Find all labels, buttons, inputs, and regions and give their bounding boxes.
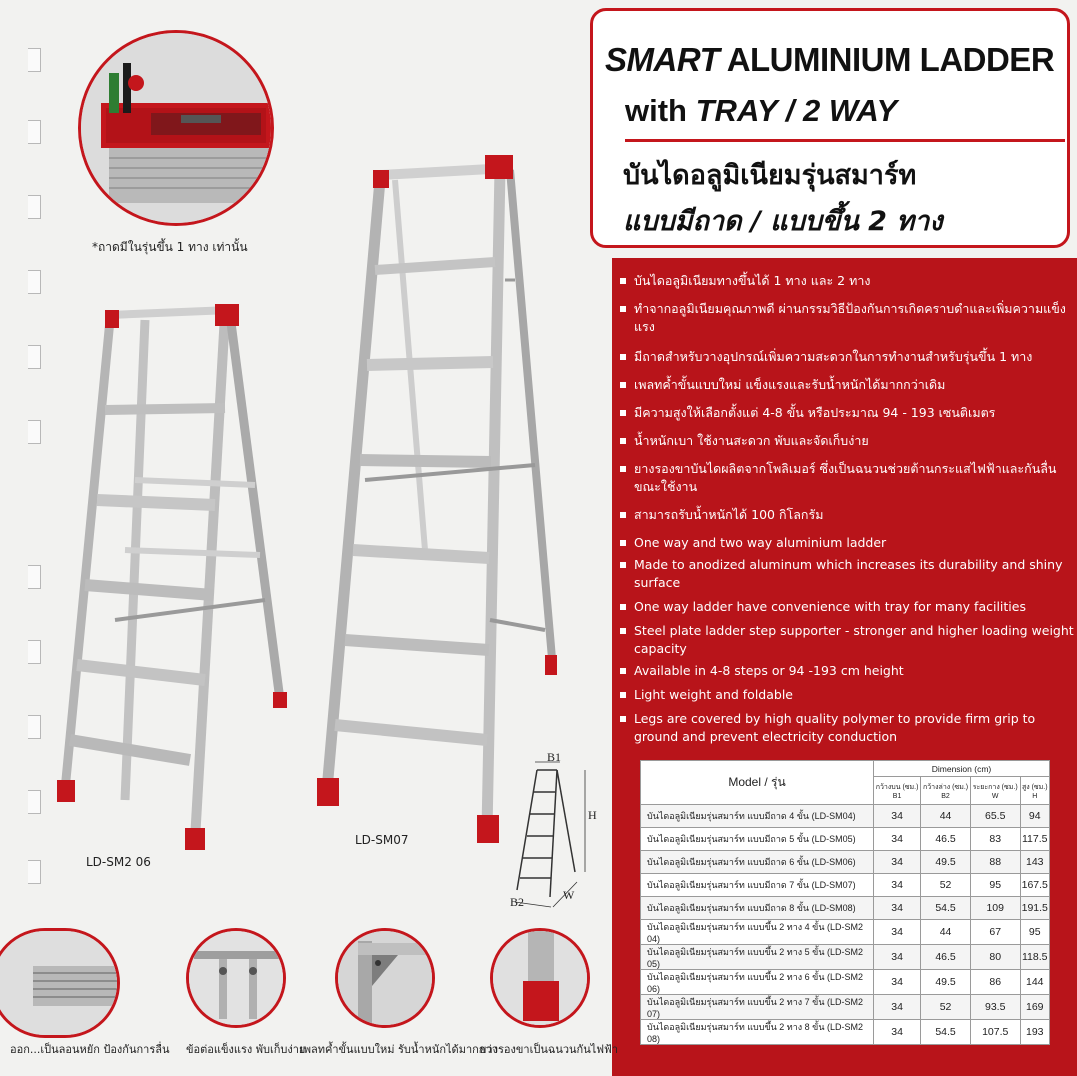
joint-drawing: [189, 931, 286, 1028]
col-w-th: ระยะกาง (ซม.): [972, 783, 1018, 791]
rubber-foot-drawing: [493, 931, 590, 1028]
col-h-th: สูง (ซม.): [1021, 783, 1048, 791]
spec-cell-b2: 54.5: [921, 897, 971, 920]
ladder-ld-sm2-06-image: [55, 300, 305, 860]
spec-cell-b1: 34: [874, 851, 921, 874]
detail-caption-joint: ข้อต่อแข็งแรง พับเก็บง่าย: [186, 1043, 306, 1056]
col-b1-code: B1: [892, 792, 902, 800]
feature-th-item: ยางรองขาบันไดผลิตจากโพลิเมอร์ ซึ่งเป็นฉนวนช่วยต้านกระแสไฟฟ้าและกันลื่นขณะใช้งาน: [634, 460, 1074, 496]
spec-cell-model: บันไดอลูมิเนียมรุ่นสมาร์ท แบบมีถาด 6 ขั้น (LD-SM06): [641, 851, 874, 874]
col-b2-code: B2: [941, 792, 950, 800]
spec-cell-h: 193: [1020, 1020, 1050, 1045]
spec-cell-b1: 34: [874, 920, 921, 945]
detail-plate-image: [335, 928, 435, 1028]
spec-cell-w: 65.5: [970, 805, 1020, 828]
spec-cell-b2: 54.5: [921, 1020, 971, 1045]
spec-cell-w: 86: [970, 970, 1020, 995]
feature-en-item: Made to anodized aluminum which increases its durability and shiny surface: [634, 556, 1074, 592]
dimension-header: Dimension (cm): [874, 761, 1050, 777]
detail-caption-grip: ออก...เป็นลอนหยัก ป้องกันการลื่น: [10, 1043, 170, 1056]
diagram-label-b2: B2: [510, 895, 525, 909]
binder-mark: [28, 640, 41, 664]
spec-table-body: [641, 805, 1050, 1045]
title-card: [590, 8, 1070, 248]
col-h-code: H: [1032, 792, 1038, 800]
spec-cell-w: 80: [970, 945, 1020, 970]
spec-row: [641, 1020, 1050, 1045]
model-label-right: LD-SM07: [355, 833, 409, 847]
spec-cell-w: 107.5: [970, 1020, 1020, 1045]
ladder-ld-sm07-image: [305, 150, 565, 850]
spec-cell-w: 109: [970, 897, 1020, 920]
spec-cell-b1: 34: [874, 995, 921, 1020]
diagram-label-b1: B1: [547, 750, 562, 764]
col-header-b2: [921, 777, 971, 805]
thai-title-line1: บันไดอลูมิเนียมรุ่นสมาร์ท: [623, 160, 917, 191]
spec-cell-h: 191.5: [1020, 897, 1050, 920]
feature-en-item: One way and two way aluminium ladder: [634, 534, 1074, 552]
detail-grip-step-image: [0, 928, 120, 1038]
spec-cell-b1: 34: [874, 1020, 921, 1045]
title-divider: [625, 139, 1065, 142]
tray-closeup-drawing: [81, 33, 271, 223]
binder-mark: [28, 345, 41, 369]
feature-th-item: สามารถรับน้ำหนักได้ 100 กิโลกรัม: [634, 506, 1074, 524]
spec-cell-model: บันไดอลูมิเนียมรุ่นสมาร์ท แบบขึ้น 2 ทาง 7 ขั้น (LD-SM2 07): [641, 995, 874, 1020]
binder-mark: [28, 48, 41, 72]
spec-cell-b2: 46.5: [921, 945, 971, 970]
subtitle-rest: TRAY / 2 WAY: [695, 93, 898, 128]
spec-cell-b2: 49.5: [921, 851, 971, 874]
spec-cell-b1: 34: [874, 805, 921, 828]
binder-mark: [28, 270, 41, 294]
spec-cell-b1: 34: [874, 874, 921, 897]
title-rest: ALUMINIUM LADDER: [726, 41, 1055, 78]
model-header: Model / รุ่น: [641, 761, 874, 805]
spec-row: [641, 874, 1050, 897]
detail-joint-image: [186, 928, 286, 1028]
spec-cell-h: 167.5: [1020, 874, 1050, 897]
binder-mark: [28, 565, 41, 589]
col-header-w: [970, 777, 1020, 805]
spec-cell-model: บันไดอลูมิเนียมรุ่นสมาร์ท แบบขึ้น 2 ทาง 8 ขั้น (LD-SM2 08): [641, 1020, 874, 1045]
feature-en-item: Steel plate ladder step supporter - stronger and higher loading weight capacity: [634, 623, 1074, 656]
grip-step-drawing: [0, 931, 120, 1038]
binder-mark: [28, 790, 41, 814]
spec-cell-model: บันไดอลูมิเนียมรุ่นสมาร์ท แบบมีถาด 4 ขั้น (LD-SM04): [641, 805, 874, 828]
spec-cell-b1: 34: [874, 828, 921, 851]
spec-table: [640, 760, 1050, 1045]
product-subtitle: [625, 93, 897, 129]
spec-row: [641, 945, 1050, 970]
spec-row: [641, 995, 1050, 1020]
spec-row: [641, 920, 1050, 945]
spec-cell-h: 95: [1020, 920, 1050, 945]
spec-cell-model: บันไดอลูมิเนียมรุ่นสมาร์ท แบบมีถาด 7 ขั้น (LD-SM07): [641, 874, 874, 897]
plate-drawing: [338, 931, 435, 1028]
spec-cell-w: 93.5: [970, 995, 1020, 1020]
spec-cell-w: 88: [970, 851, 1020, 874]
feature-th-item: เพลทค้ำขั้นแบบใหม่ แข็งแรงและรับน้ำหนักได้มากกว่าเดิม: [634, 376, 1074, 394]
spec-cell-b2: 44: [921, 805, 971, 828]
diagram-label-w: W: [563, 888, 575, 902]
detail-caption-foot: ยางรองขาเป็นฉนวนกันไฟฟ้า: [480, 1043, 619, 1056]
diagram-label-h: H: [588, 808, 597, 822]
binder-mark: [28, 420, 41, 444]
thai-title-line2: แบบมีถาด / แบบขึ้น 2 ทาง: [623, 206, 943, 237]
spec-cell-model: บันไดอลูมิเนียมรุ่นสมาร์ท แบบขึ้น 2 ทาง 5 ขั้น (LD-SM2 05): [641, 945, 874, 970]
col-header-h: [1020, 777, 1050, 805]
spec-cell-b2: 44: [921, 920, 971, 945]
feature-en-item: Available in 4-8 steps or 94 -193 cm height: [634, 662, 1074, 680]
col-header-b1: [874, 777, 921, 805]
spec-cell-b2: 52: [921, 995, 971, 1020]
spec-row: [641, 970, 1050, 995]
feature-en-item: One way ladder have convenience with tray for many facilities: [634, 598, 1074, 616]
spec-cell-b1: 34: [874, 970, 921, 995]
binder-mark: [28, 715, 41, 739]
spec-cell-h: 118.5: [1020, 945, 1050, 970]
spec-cell-model: บันไดอลูมิเนียมรุ่นสมาร์ท แบบขึ้น 2 ทาง 4 ขั้น (LD-SM2 04): [641, 920, 874, 945]
detail-rubber-foot-image: [490, 928, 590, 1028]
col-b2-th: กว้างล่าง (ซม.): [923, 783, 969, 791]
product-title: [605, 41, 1054, 79]
col-w-code: W: [991, 792, 999, 800]
feature-th-item: มีความสูงให้เลือกตั้งแต่ 4-8 ขั้น หรือประมาณ 94 - 193 เซนติเมตร: [634, 404, 1074, 422]
subtitle-with: with: [625, 93, 687, 128]
dimension-diagram: [505, 752, 605, 912]
spec-row: [641, 897, 1050, 920]
feature-en-item: Light weight and foldable: [634, 686, 1074, 704]
spec-cell-h: 94: [1020, 805, 1050, 828]
spec-cell-model: บันไดอลูมิเนียมรุ่นสมาร์ท แบบมีถาด 8 ขั้น (LD-SM08): [641, 897, 874, 920]
spec-row: [641, 851, 1050, 874]
spec-row: [641, 805, 1050, 828]
spec-cell-w: 83: [970, 828, 1020, 851]
spec-cell-b1: 34: [874, 945, 921, 970]
spec-cell-b2: 52: [921, 874, 971, 897]
spec-cell-b1: 34: [874, 897, 921, 920]
spec-cell-h: 117.5: [1020, 828, 1050, 851]
detail-caption-plate: เพลทค้ำขั้นแบบใหม่ รับน้ำหนักได้มากกว่า: [300, 1043, 498, 1056]
spec-row: [641, 828, 1050, 851]
feature-th-item: ทำจากอลูมิเนียมคุณภาพดี ผ่านกรรมวิธีป้องกันการเกิดคราบดำและเพิ่มความแข็งแรง: [634, 300, 1074, 336]
feature-th-item: น้ำหนักเบา ใช้งานสะดวก พับและจัดเก็บง่าย: [634, 432, 1074, 450]
binder-mark: [28, 195, 41, 219]
feature-th-item: บันไดอลูมิเนียมทางขึ้นได้ 1 ทาง และ 2 ทาง: [634, 272, 1074, 290]
spec-cell-w: 67: [970, 920, 1020, 945]
spec-cell-model: บันไดอลูมิเนียมรุ่นสมาร์ท แบบขึ้น 2 ทาง 6 ขั้น (LD-SM2 06): [641, 970, 874, 995]
tray-note: *ถาดมีในรุ่นขึ้น 1 ทาง เท่านั้น: [92, 240, 248, 254]
spec-cell-h: 169: [1020, 995, 1050, 1020]
feature-en-item: Legs are covered by high quality polymer to provide firm grip to ground and prevent electricity conduction: [634, 710, 1074, 746]
spec-cell-h: 144: [1020, 970, 1050, 995]
spec-cell-b2: 49.5: [921, 970, 971, 995]
feature-th-item: มีถาดสำหรับวางอุปกรณ์เพิ่มความสะดวกในการทำงานสำหรับรุ่นขึ้น 1 ทาง: [634, 348, 1074, 366]
spec-cell-w: 95: [970, 874, 1020, 897]
spec-cell-b2: 46.5: [921, 828, 971, 851]
binder-mark: [28, 120, 41, 144]
spec-cell-model: บันไดอลูมิเนียมรุ่นสมาร์ท แบบมีถาด 5 ขั้น (LD-SM05): [641, 828, 874, 851]
title-smart: SMART: [605, 41, 720, 78]
col-b1-th: กว้างบน (ซม.): [875, 783, 919, 791]
spec-cell-h: 143: [1020, 851, 1050, 874]
model-label-left: LD-SM2 06: [86, 855, 151, 869]
binder-mark: [28, 860, 41, 884]
tray-closeup-image: [78, 30, 274, 226]
